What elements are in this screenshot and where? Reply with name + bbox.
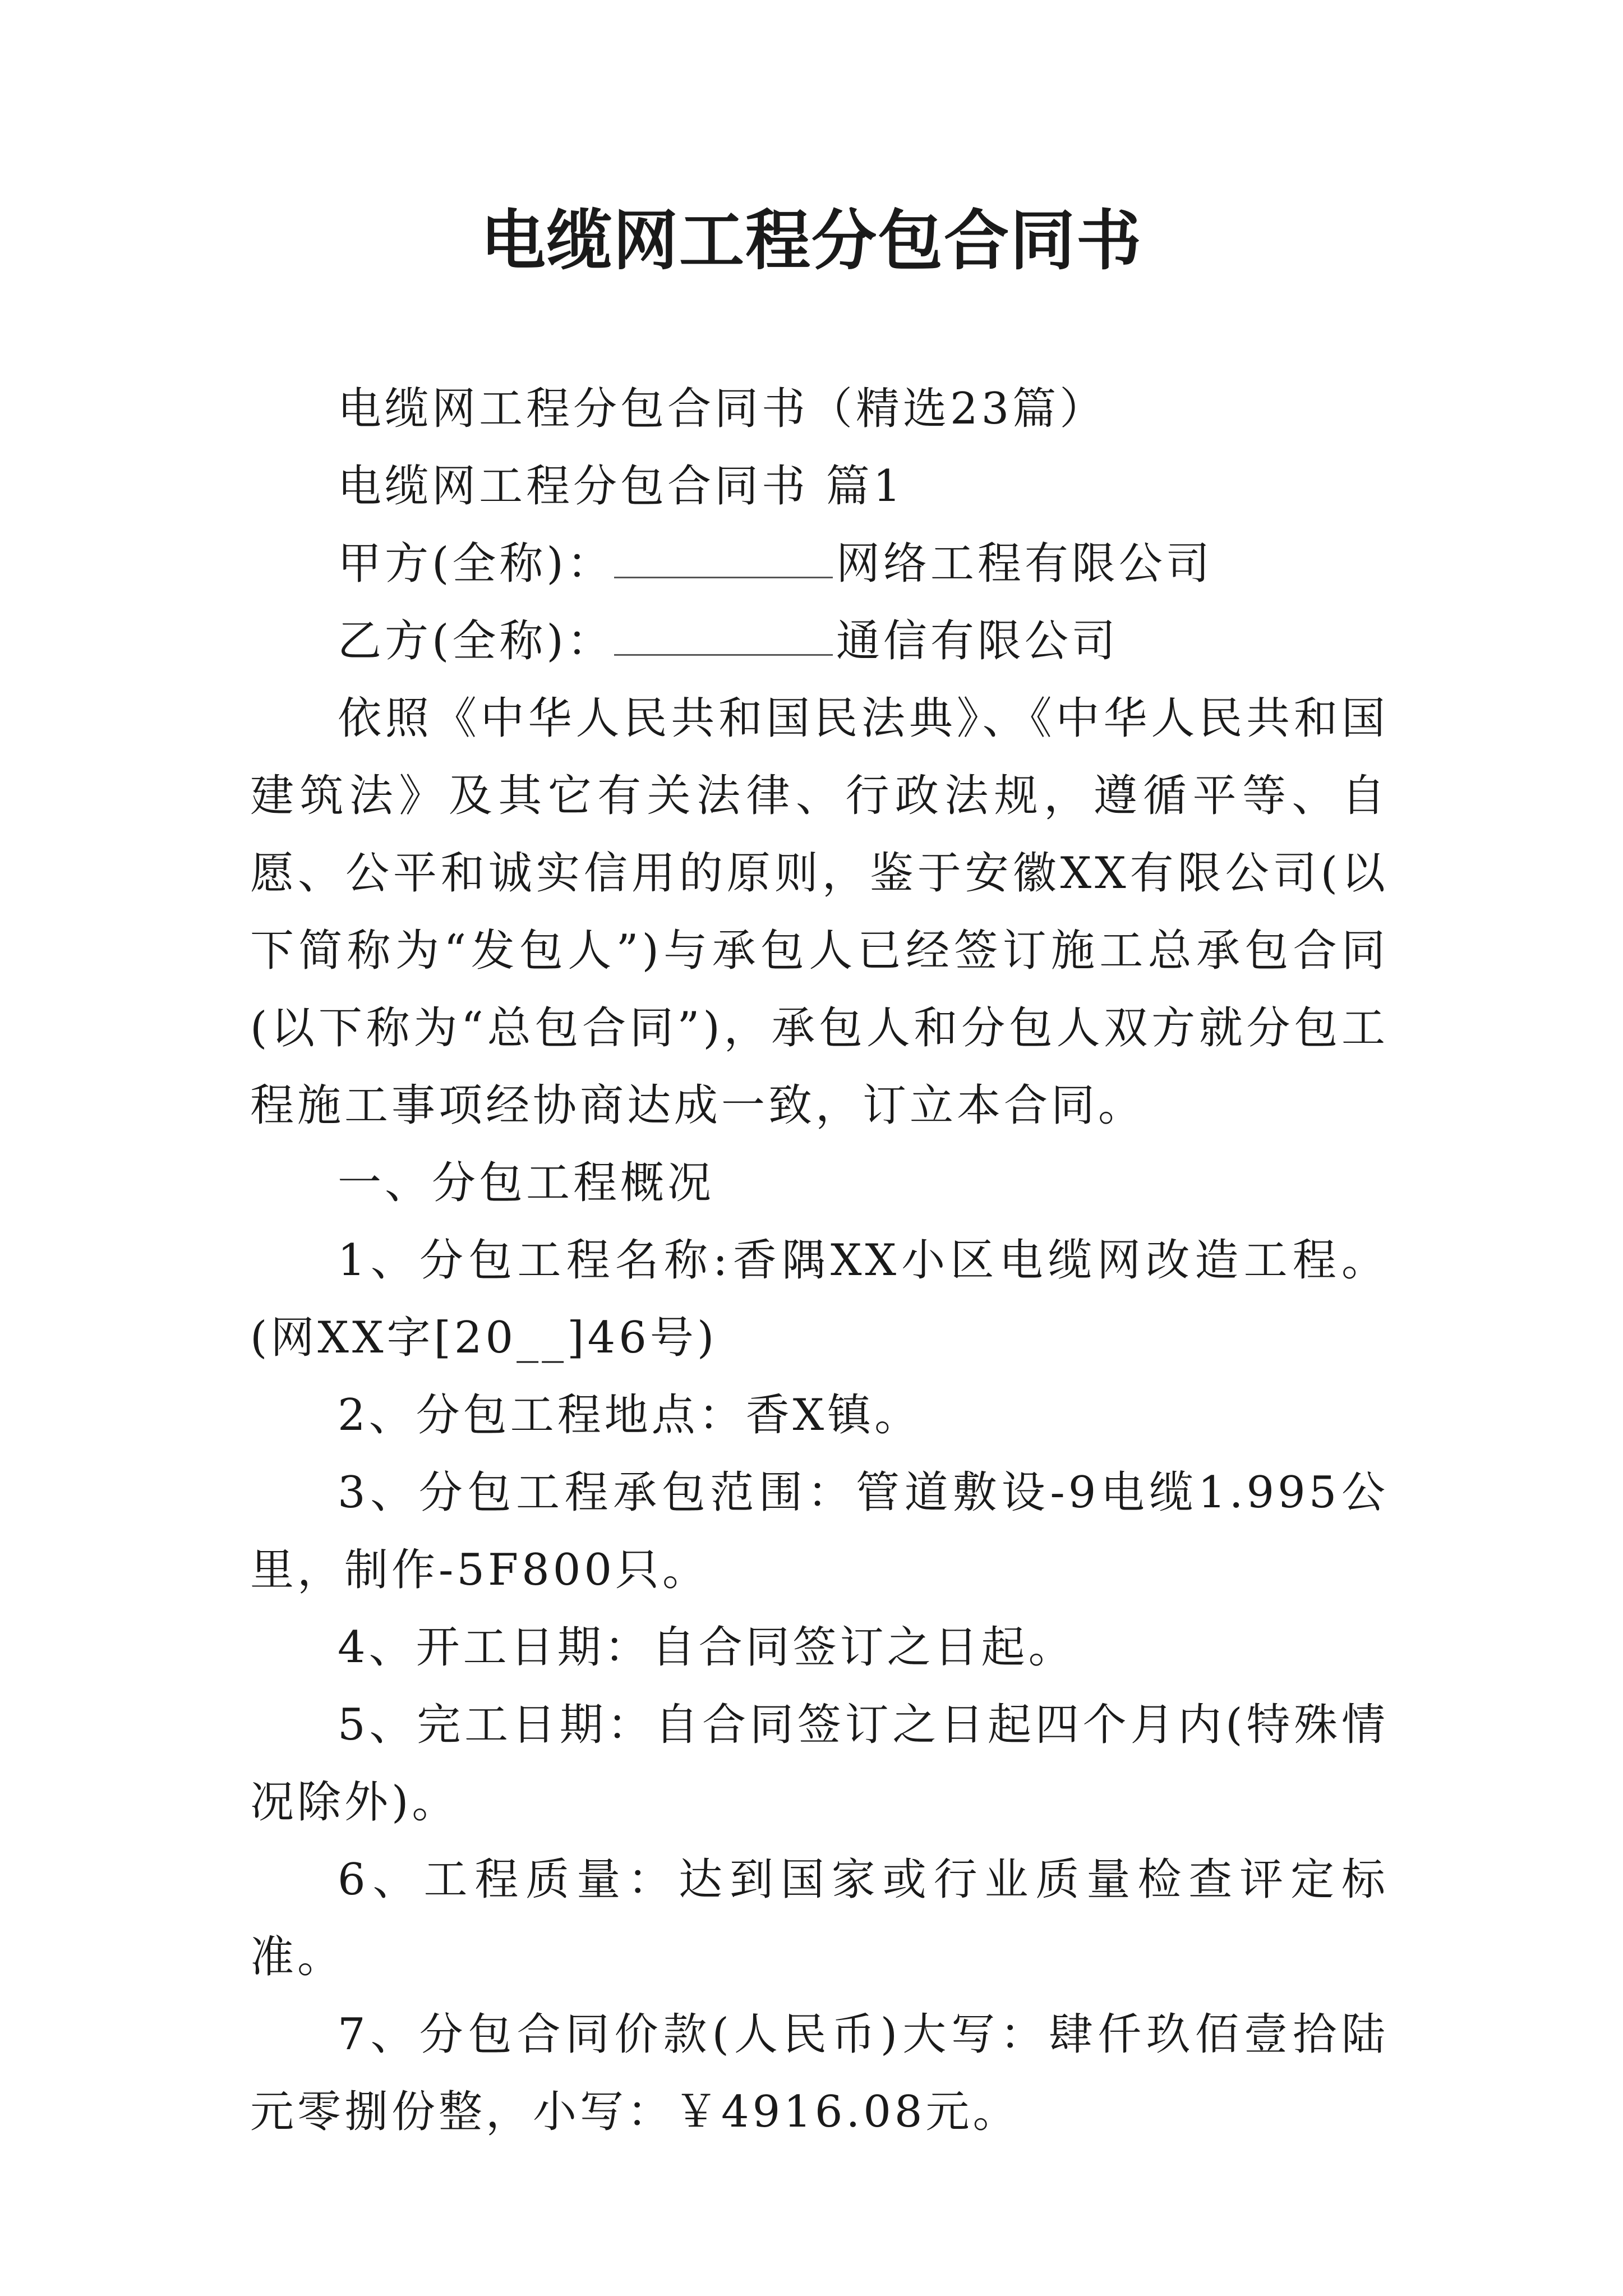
party-a-line xyxy=(250,525,1389,602)
subtitle: 电缆网工程分包合同书（精选23篇） xyxy=(338,384,1107,434)
party-a-label: 甲方(全称)： xyxy=(338,539,614,589)
party-b-label: 乙方(全称)： xyxy=(338,616,614,666)
party-b-line xyxy=(250,602,1389,680)
section-heading: 电缆网工程分包合同书 篇1 xyxy=(338,461,905,512)
party-a-blank xyxy=(614,543,833,578)
document-title: 电缆网工程分包合同书 xyxy=(481,203,1142,279)
list-item: 4、开工日期：自合同签订之日起。 xyxy=(338,1622,1076,1673)
document-body xyxy=(250,370,1389,2151)
party-b-name: 通信有限公司 xyxy=(836,616,1119,666)
list-item: 2、分包工程地点：香X镇。 xyxy=(338,1390,922,1441)
list-item: 5、完工日期：自合同签订之日起四个月内(特殊情况除外)。 xyxy=(250,1700,1389,1828)
list-item: 7、分包合同价款(人民币)大写：肆仟玖佰壹拾陆元零捌份整，小写：￥4916.08元。 xyxy=(250,2009,1389,2137)
party-a-name: 网络工程有限公司 xyxy=(836,539,1213,589)
list-item: 6、工程质量：达到国家或行业质量检查评定标准。 xyxy=(250,1855,1389,1982)
preamble-paragraph: 依照《中华人民共和国民法典》、《中华人民共和国建筑法》及其它有关法律、行政法规，遵循平等、自愿、公平和诚实信用的原则，鉴于安徽XX有限公司(以下简称为“发包人”)与承包人已经签订施工总承包合同(以下称为“总包合同”)，承包人和分包人双方就分包工程施工事项经协商达成一致，订立本合同。 xyxy=(250,693,1389,1131)
party-b-blank xyxy=(614,620,833,656)
list-item: 3、分包工程承包范围：管道敷设-9电缆1.995公里，制作-5F800只。 xyxy=(250,1467,1389,1595)
chapter-heading: 一、分包工程概况 xyxy=(338,1158,715,1208)
list-item: 1、分包工程名称:香隅XX小区电缆网改造工程。(网XX字[20__]46号) xyxy=(250,1235,1389,1363)
